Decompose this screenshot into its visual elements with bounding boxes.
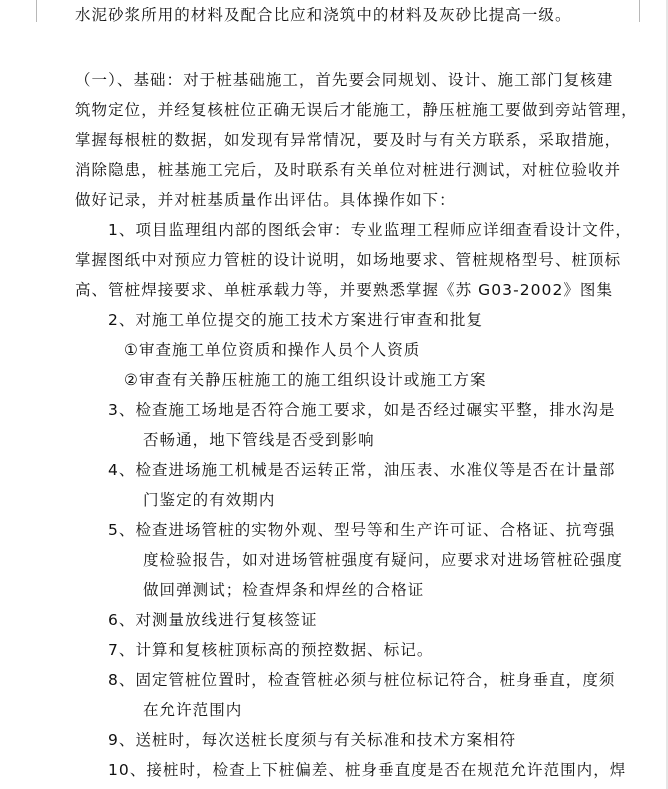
text-line: 10、接桩时，检查上下桩偏差、桩身垂直度是否在规范允许范围内，焊 xyxy=(108,761,627,779)
text-line: 8、固定管桩位置时，检查管桩必须与桩位标记符合，桩身垂直，度须 xyxy=(108,671,616,689)
text-line: 筑物定位，并经复核桩位正确无误后才能施工，静压桩施工要做到旁站管理， xyxy=(75,101,638,119)
text-line: 6、对测量放线进行复核签证 xyxy=(108,611,318,629)
text-line: 做好记录，并对桩基质量作出评估。具体操作如下： xyxy=(75,191,456,209)
text-line: 否畅通，地下管线是否受到影响 xyxy=(143,431,375,449)
text-line: ①审查施工单位资质和操作人员个人资质 xyxy=(124,341,421,359)
text-line: ②审查有关静压桩施工的施工组织设计或施工方案 xyxy=(124,371,487,389)
text-line: （一）、基础：对于桩基础施工，首先要会同规划、设计、施工部门复核建 xyxy=(75,71,614,89)
text-line: 消除隐患，桩基施工完后，及时联系有关单位对桩进行测试，对桩位验收并 xyxy=(75,161,622,179)
text-line: 5、检查进场管桩的实物外观、型号等和生产许可证、合格证、抗弯强 xyxy=(108,521,616,539)
text-line: 9、送桩时，每次送桩长度须与有关标准和技术方案相符 xyxy=(108,731,517,749)
text-line: 1、项目监理组内部的图纸会审：专业监理工程师应详细查看设计文件， xyxy=(108,221,632,239)
text-line: 4、检查进场施工机械是否运转正常，油压表、水准仪等是否在计量部 xyxy=(108,461,616,479)
text-line: 门鉴定的有效期内 xyxy=(143,491,276,509)
text-line: 掌握每根桩的数据，如发现有异常情况，要及时与有关方联系，采取措施， xyxy=(75,131,622,149)
text-line: 2、对施工单位提交的施工技术方案进行审查和批复 xyxy=(108,311,484,329)
text-line: 在允许范围内 xyxy=(143,701,243,719)
text-line: 掌握图纸中对预应力管桩的设计说明，如场地要求、管桩规格型号、桩顶标 xyxy=(75,251,622,269)
text-line: 高、管桩焊接要求、单桩承载力等，并要熟悉掌握《苏 G03-2002》图集 xyxy=(75,281,614,299)
margin-mark-left xyxy=(36,0,37,22)
text-line: 3、检查施工场地是否符合施工要求，如是否经过碾实平整，排水沟是 xyxy=(108,401,616,419)
text-line: 做回弹测试；检查焊条和焊丝的合格证 xyxy=(143,581,425,599)
text-line: 7、计算和复核桩顶标高的预控数据、标记。 xyxy=(108,641,434,659)
text-line: 水泥砂浆所用的材料及配合比应和浇筑中的材料及灰砂比提高一级。 xyxy=(75,6,572,24)
margin-mark-right xyxy=(639,0,640,22)
text-line: 度检验报告，如对进场管桩强度有疑问，应要求对进场管桩砼强度 xyxy=(143,551,623,569)
